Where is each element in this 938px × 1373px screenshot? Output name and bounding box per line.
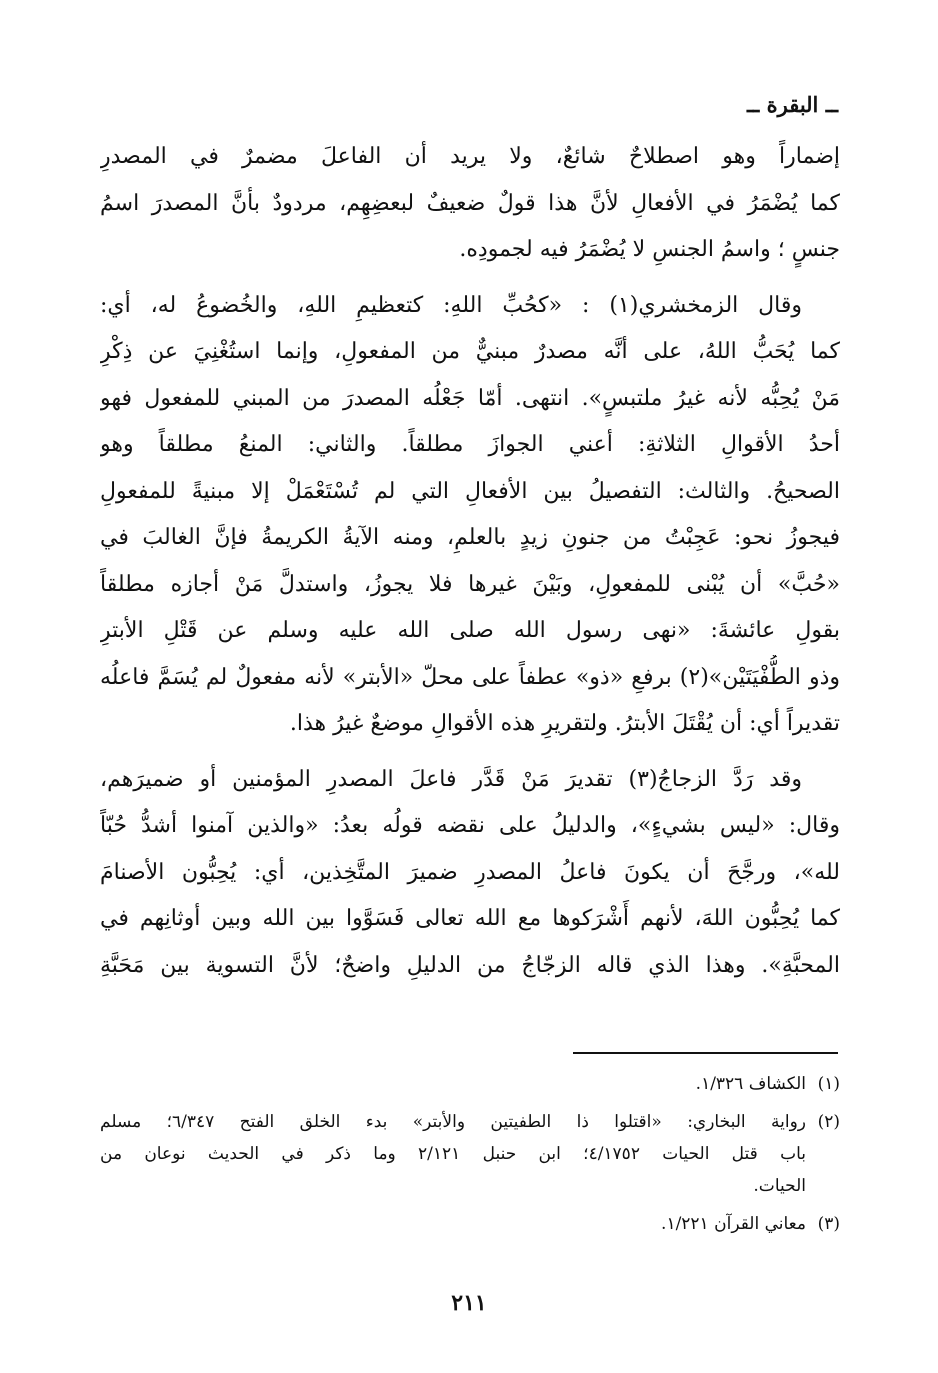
text-line: «حُبَّ» أن يُبْنى للمفعولِ، وبَيْنَ غيرها فلا يجوزُ، واستدلَّ مَنْ أجازه مطلقاً	[100, 571, 840, 597]
footnote-number: (٢)	[817, 1112, 840, 1132]
footnote-line: معاني القرآن ١/٢٢١.	[661, 1214, 806, 1234]
footnote-1	[100, 1068, 840, 1100]
text-line: كما يُحَبُّ اللهُ، على أنَّه مصدرٌ مبنيٌّ من المفعولِ، وإنما استُغْنِيَ عن ذِكْرِ	[100, 339, 840, 364]
text-line: لله»، ورجَّحَ أن يكونَ فاعلُ المصدرِ ضميرَ المتَّخِذين، أي: يُحِبُّون الأصنامَ	[100, 859, 840, 885]
footnote-number: (٣)	[817, 1214, 840, 1234]
footnote-line: الكشاف ١/٣٢٦.	[695, 1074, 806, 1094]
text-line: المحبَّةِ». وهذا الذي قاله الزجّاجُ من الدليلِ واضحٌ؛ لأنَّ التسوية بين مَحَبَّةِ	[100, 952, 840, 978]
text-line: الصحيحُ. والثالث: التفصيلُ بين الأفعالِ التي لم تُسْتَعْمَلْ إلا مبنيةً للمفعولِ	[100, 478, 840, 504]
text-line: تقديراً أي: أن يُقْتَلَ الأبترُ. ولتقريرِ هذه الأقوالِ موضعٌ غيرُ هذا.	[289, 711, 840, 736]
text-line: كما يُضْمَرُ في الأفعالِ لأنَّ هذا قولٌ ضعيفٌ لبعضِهِم، مردودٌ بأنَّ المصدرَ اسمُ	[100, 190, 840, 216]
main-text	[100, 134, 840, 989]
footnote-line: رواية البخاري: «اقتلوا ذا الطفيتين والأبتر» بدء الخلق الفتح ٦/٣٤٧؛ مسلم	[100, 1112, 806, 1132]
page-number: ٢١١	[451, 1290, 487, 1316]
running-header: ــ البقرة ــ	[746, 92, 838, 117]
footnote-3	[100, 1208, 840, 1240]
text-line: كما يُحِبُّون اللهَ، لأنهم أَشْرَكوها مع الله تعالى فَسَوَّوا بين الله وبين أوثانِهم في	[100, 906, 840, 931]
text-line: مَنْ يُحِبُّه لأنه غيرُ ملتبسٍ». انتهى. أمّا جَعْلُه المصدرَ من المبني للمفعول فهو	[100, 385, 840, 411]
text-line: فيجوزُ نحو: عَجِبْتُ من جنونِ زيدٍ بالعلمِ، ومنه الآيةُ الكريمةُ فإنَّ الغالبَ في	[100, 525, 840, 550]
text-line: بقولِ عائشةَ: «نهى رسول الله صلى الله عليه وسلم عن قَتْلِ الأبترِ	[100, 618, 840, 643]
footnote-line: الحيات.	[753, 1176, 806, 1196]
footnote-divider	[573, 1052, 838, 1054]
text-line: أحدُ الأقوالِ الثلاثةِ: أعني الجوازَ مطلقاً. والثاني: المنعُ مطلقاً وهو	[100, 432, 840, 457]
footnote-number: (١)	[817, 1074, 840, 1094]
paragraph-2	[100, 283, 840, 748]
text-line: وقد رَدَّ الزجاجُ(٣) تقديرَ مَنْ قَدَّر فاعلَ المصدرِ المؤمنين أو ضميرَهم،	[100, 766, 802, 792]
text-line: إضماراً وهو اصطلاحٌ شائعٌ، ولا يريد أن الفاعلَ مضمرٌ في المصدرِ	[100, 144, 840, 169]
text-line: وقال: «ليس بشيءٍ»، والدليلُ على نقضه قولُه بعدُ: «والذين آمنوا أشدُّ حُبّاً	[100, 813, 840, 838]
paragraph-1	[100, 134, 840, 274]
footnote-2	[100, 1106, 840, 1202]
paragraph-3	[100, 757, 840, 990]
footnote-line: باب قتل الحيات ٤/١٧٥٢؛ ابن حنبل ٢/١٢١ وما ذكر في الحديث نوعان من	[100, 1144, 806, 1164]
text-line: وذو الطُّفْيَتَيْن»(٢) برفعِ «ذو» عطفاً على محلّ «الأبتر» لأنه مفعولٌ لم يُسَمَّ فاعلُه	[100, 664, 840, 690]
text-line: وقال الزمخشري(١) : «كحُبِّ اللهِ: كتعظيمِ اللهِ، والخُضوعُ له، أي:	[100, 292, 802, 318]
footnotes	[100, 1068, 840, 1246]
text-line: جنسٍ ؛ واسمُ الجنسِ لا يُضْمَرُ فيه لجمودِه.	[459, 237, 840, 262]
